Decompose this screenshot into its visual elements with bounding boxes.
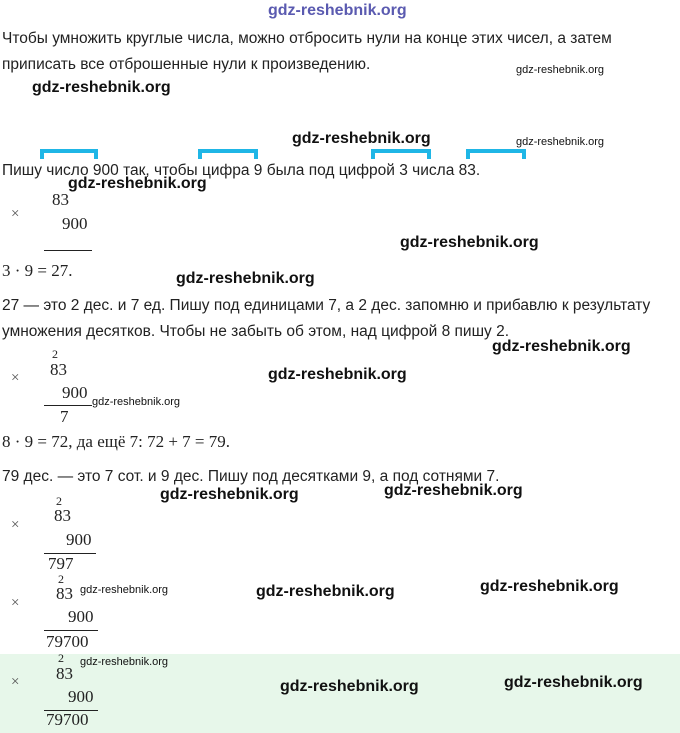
step-2-line-1: 27 — это 2 дес. и 7 ед. Пишу под единицами 7, а 2 дес. запомню и прибавлю к результату [2, 297, 651, 314]
result-line [44, 630, 98, 631]
product: 79700 [46, 632, 89, 651]
multiplicand: 83 [50, 360, 67, 379]
multiplier: 900 [68, 607, 94, 626]
times-sign: × [11, 517, 20, 533]
watermark: gdz-reshebnik.org [504, 674, 643, 691]
times-sign: × [11, 595, 20, 611]
watermark: gdz-reshebnik.org [292, 130, 431, 147]
watermark: gdz-reshebnik.org [400, 234, 539, 251]
watermark: gdz-reshebnik.org [516, 64, 605, 76]
watermark: gdz-reshebnik.org [32, 79, 171, 96]
multiplicand: 83 [56, 664, 73, 683]
watermark: gdz-reshebnik.org [480, 578, 619, 595]
watermark: gdz-reshebnik.org [384, 482, 523, 499]
multiplicand: 83 [56, 584, 73, 603]
result-line [44, 405, 92, 406]
watermark: gdz-reshebnik.org [516, 136, 605, 148]
multiplicand: 83 [52, 190, 69, 209]
multiplier: 900 [66, 530, 92, 549]
product: 79700 [46, 710, 89, 729]
intro-line-2: приписать все отброшенные нули к произведению. [2, 56, 371, 73]
watermark: gdz-reshebnik.org [176, 270, 315, 287]
step-2-line-2: умножения десятков. Чтобы не забыть об этом, над цифрой 8 пишу 2. [2, 323, 509, 340]
watermark: gdz-reshebnik.org [256, 583, 395, 600]
watermark: gdz-reshebnik.org [68, 175, 207, 192]
multiplier: 900 [62, 214, 88, 233]
multiplier: 900 [68, 687, 94, 706]
watermark: gdz-reshebnik.org [492, 338, 631, 355]
multiplier: 900 [62, 383, 88, 402]
step-1-text: Пишу число 900 так, чтобы цифра 9 была под цифрой 3 числа 83. [2, 162, 481, 179]
carry-digit: 2 [58, 572, 64, 586]
partial-result: 797 [48, 554, 74, 573]
partial-result: 7 [60, 407, 69, 426]
equation-1: 3 · 9 = 27. [2, 261, 73, 280]
watermark: gdz-reshebnik.org [80, 584, 169, 596]
watermark-top: gdz-reshebnik.org [268, 2, 407, 19]
times-sign: × [11, 674, 20, 690]
watermark: gdz-reshebnik.org [92, 396, 181, 408]
watermark: gdz-reshebnik.org [80, 656, 169, 668]
watermark: gdz-reshebnik.org [280, 678, 419, 695]
equation-2: 8 · 9 = 72, да ещё 7: 72 + 7 = 79. [2, 432, 231, 451]
carry-digit: 2 [52, 347, 58, 361]
times-sign: × [11, 206, 20, 222]
carry-digit: 2 [56, 494, 62, 508]
result-line [44, 250, 92, 251]
watermark: gdz-reshebnik.org [160, 486, 299, 503]
multiplicand: 83 [54, 506, 71, 525]
intro-line-1: Чтобы умножить круглые числа, можно отбросить нули на конце этих чисел, а затем [2, 30, 612, 47]
times-sign: × [11, 370, 20, 386]
step-3-text: 79 дес. — это 7 сот. и 9 дес. Пишу под десятками 9, а под сотнями 7. [2, 468, 500, 485]
carry-digit: 2 [58, 651, 64, 665]
watermark: gdz-reshebnik.org [268, 366, 407, 383]
